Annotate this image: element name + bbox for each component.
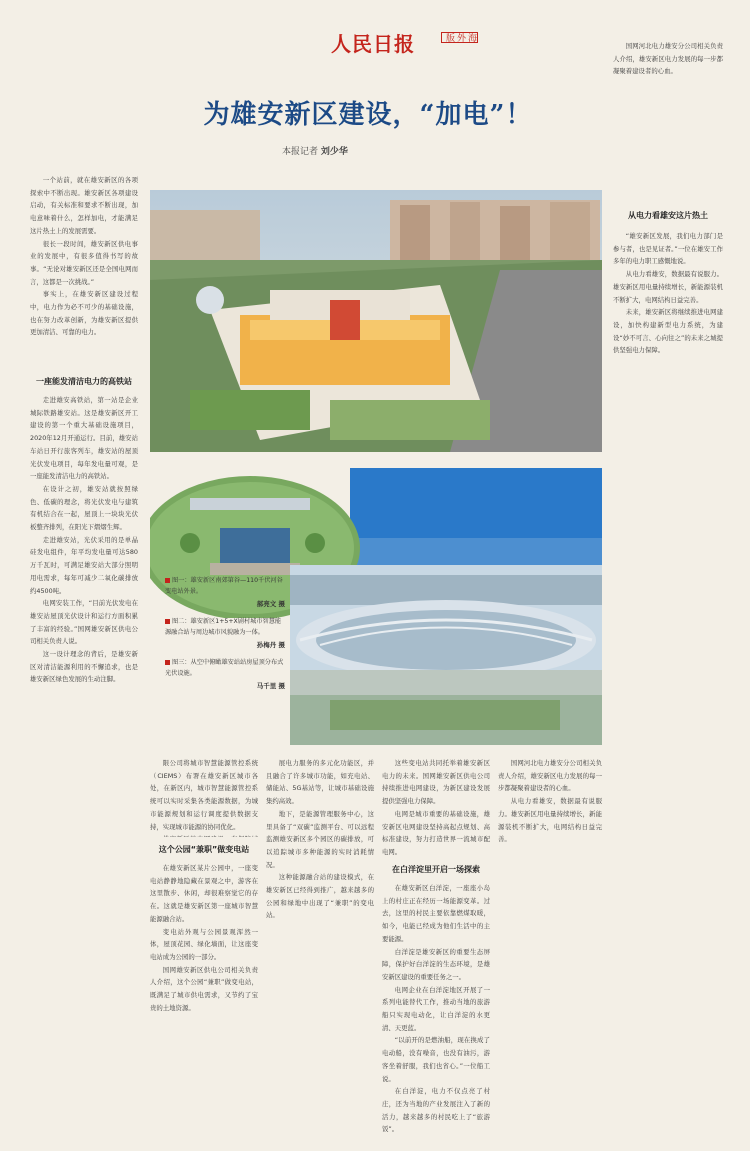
paragraph: 展电力服务的多元化功能区，并且融合了许多城市功能，如充电站、储能站、5G基站等，让城市基础设施集约高效。	[266, 759, 374, 806]
column-4-top	[382, 757, 490, 857]
column-2-body	[150, 862, 258, 1134]
caption-marker-icon	[165, 660, 170, 665]
section-title-2: 这个公园“兼职”做变电站	[158, 845, 250, 854]
headline: 为雄安新区建设，“加电”！	[203, 100, 533, 130]
paragraph: 白洋淀是雄安新区的重要生态屏障，保护好白洋淀的生态环境，是雄安新区建设的重要任务之一。	[382, 947, 490, 981]
column-3	[266, 757, 374, 1134]
paragraph: 电网企业在白洋淀地区开展了一系列电能替代工作，推动当地的旅游船只实现电动化，让白洋淀的水更清、天更蓝。	[382, 985, 490, 1032]
paragraph: 这一设计理念的背后，是雄安新区对清洁能源利用的不懈追求，也是雄安新区绿色发展的生动注脚。	[30, 650, 138, 684]
caption-marker-icon	[165, 578, 170, 583]
column-2-top	[150, 757, 258, 837]
section-title-1: 一座能发清洁电力的高铁站	[36, 377, 132, 386]
paragraph: 走进雄安站，光伏采用的是单晶硅发电组件，年平均发电量可达580万千瓦时，可满足雄安站大部分照明用电需求，每年可减少二氧化碳排放约4500吨。	[30, 535, 138, 595]
paragraph: 一个站前，就在雄安新区的各项探索中不断出现。雄安新区各项建设启动，有关标准和要求不断出现，加电意味着什么，怎样加电，才能满足这片热土上的发展需要。	[30, 176, 138, 235]
paragraph: 国网河北电力雄安分公司相关负责人介绍，雄安新区电力发展的每一步都凝聚着建设者的心血。	[498, 759, 602, 793]
photo-station-rooftop	[290, 565, 602, 745]
paragraph: 地下，是能源管理服务中心，这里具备了“双碳”监测平台、可以远程监测雄安新区多个园区的碳排放，可以追踪城市多种能源的实时消耗情况。	[266, 809, 374, 869]
paragraph: 在白洋淀，电力不仅点亮了村庄，还为当地的产业发展注入了新的活力，越来越多的村民吃上了“旅游饭”。	[382, 1087, 490, 1134]
paragraph: 很长一段时间，雄安新区供电事业的发展中，有很多值得书写的故事。“无论对雄安新区还是全国电网而言，这都是一次挑战。”	[30, 239, 138, 286]
right-column-top	[613, 40, 723, 200]
masthead-edition: 海外版	[441, 32, 478, 43]
paragraph: 在雄安新区某片公园中，一座变电站静静地隐藏在景观之中，游客在这里散步、休闲，却很难察觉它的存在。这就是雄安新区第一座城市智慧能源融合站。	[150, 864, 258, 923]
paragraph: 电网安装工作，“目前光伏发电在雄安站屋顶光伏设计和运行方面积累了丰富的经验。”国网雄安新区供电公司相关负责人说。	[30, 599, 138, 646]
paragraph: 国网河北电力雄安分公司相关负责人介绍，雄安新区电力发展的每一步都凝聚着建设者的心血。	[613, 42, 723, 76]
paragraph: 电网是城市重要的基础设施，雄安新区电网建设坚持高起点规划、高标准建设，努力打造世界一流城市配电网。	[382, 809, 490, 856]
caption-1-credit: 郝亮文 摄	[256, 600, 285, 608]
paragraph: 未来，雄安新区将继续推进电网建设，加快构建新型电力系统，为建设“妙不可言、心向往之”的未来之城提供坚强电力保障。	[613, 308, 723, 355]
column-4-body	[382, 882, 490, 1134]
section-title-4: 从电力看雄安这片热土	[628, 211, 708, 220]
photo-captions	[165, 575, 285, 698]
paragraph: 国网雄安新区供电公司相关负责人介绍，这个公园“兼职”做变电站，既满足了城市供电需求，又节约了宝贵的土地资源。	[150, 965, 258, 1012]
paragraph	[150, 833, 258, 837]
paragraph: 这些变电站共同托举着雄安新区电力的未来。国网雄安新区供电公司持续推进电网建设，为新区建设发展提供坚强电力保障。	[382, 759, 490, 806]
paragraph: 限公司将城市智慧能源管控系统（CIEMS）布署在雄安新区城市各处，在新区内，城市智慧能源管控系统可以实时采集各类能源数据，为城市能源规划和运行调度提供数据支持，实现城市能源的协同优化。	[150, 759, 258, 831]
paragraph: 在设计之初，雄安站就按照绿色、低碳的理念，将光伏发电与建筑有机结合在一起，屋顶上一块块光伏板整齐排列，在阳光下熠熠生辉。	[30, 484, 138, 532]
column-1-body	[30, 394, 138, 1134]
caption-2: 图二：雄安新区1+5+X剧村城市智慧能源融合站与周边城市风貌融为一体。	[165, 618, 282, 636]
photo-substation	[150, 190, 602, 452]
column-5	[498, 757, 602, 1134]
paragraph: 变电站外观与公园景观浑然一体，屋顶花园、绿化墙面，让这座变电站成为公园的一部分。	[150, 927, 258, 961]
paragraph: 事实上，在雄安新区建设过程中，电力作为必不可少的基础设施，也在努力改革创新，为雄安新区提供更加清洁、可靠的电力。	[30, 290, 138, 337]
paragraph: 从电力看雄安，数据最有说服力。雄安新区用电量持续增长，新能源装机不断扩大，电网结构日益完善。	[613, 270, 723, 304]
caption-2-credit: 孙梅丹 摄	[256, 641, 285, 649]
paragraph: “雄安新区发展，我们电力部门是参与者，也是见证者。”一位在雄安工作多年的电力职工感慨地说。	[613, 232, 723, 266]
caption-1: 图一：雄安新区南郊第谷—110千伏河谷变电站外景。	[165, 577, 283, 595]
paragraph: 从电力看雄安，数据最有说服力。雄安新区用电量持续增长，新能源装机不断扩大，电网结构日益完善。	[498, 797, 602, 844]
byline-author: 刘少华	[320, 147, 348, 157]
paragraph: “以前开的是燃油船，现在换成了电动船，没有噪音，也没有油污，游客坐着舒服，我们也省心。”一位船工说。	[382, 1036, 490, 1083]
paragraph: 这种能源融合站的建设模式，在雄安新区已经得到推广，越来越多的公园和绿地中出现了“兼职”的变电站。	[266, 873, 374, 920]
section-title-3: 在白洋淀里开启一场探索	[392, 865, 480, 874]
byline	[282, 144, 348, 157]
caption-3: 图三：从空中俯瞰雄安站站房屋顶分布式光伏设施。	[165, 659, 284, 677]
byline-prefix: 本报记者	[282, 147, 319, 157]
column-1-intro	[30, 174, 138, 369]
paragraph: 在雄安新区白洋淀，一座座小岛上的村庄正在经历一场能源变革。过去，这里的村民主要依靠燃煤取暖，如今，电能已经成为他们生活中的主要能源。	[382, 884, 490, 943]
masthead-name: 人民日报	[331, 32, 415, 56]
right-column-body	[613, 230, 723, 1134]
caption-3-credit: 马千里 摄	[256, 682, 285, 690]
caption-marker-icon	[165, 619, 170, 624]
paragraph: 走进雄安高铁站，第一站是企业城际铁路雄安站。这是雄安新区开工建设的第一个重大基础设施项目，2020年12月开通运行。目前，雄安站车站日开行旅客列车，雄安站的屋顶光伏发电项目，每年发电量可观，是一座能发清洁电力的高铁站。	[30, 396, 138, 481]
